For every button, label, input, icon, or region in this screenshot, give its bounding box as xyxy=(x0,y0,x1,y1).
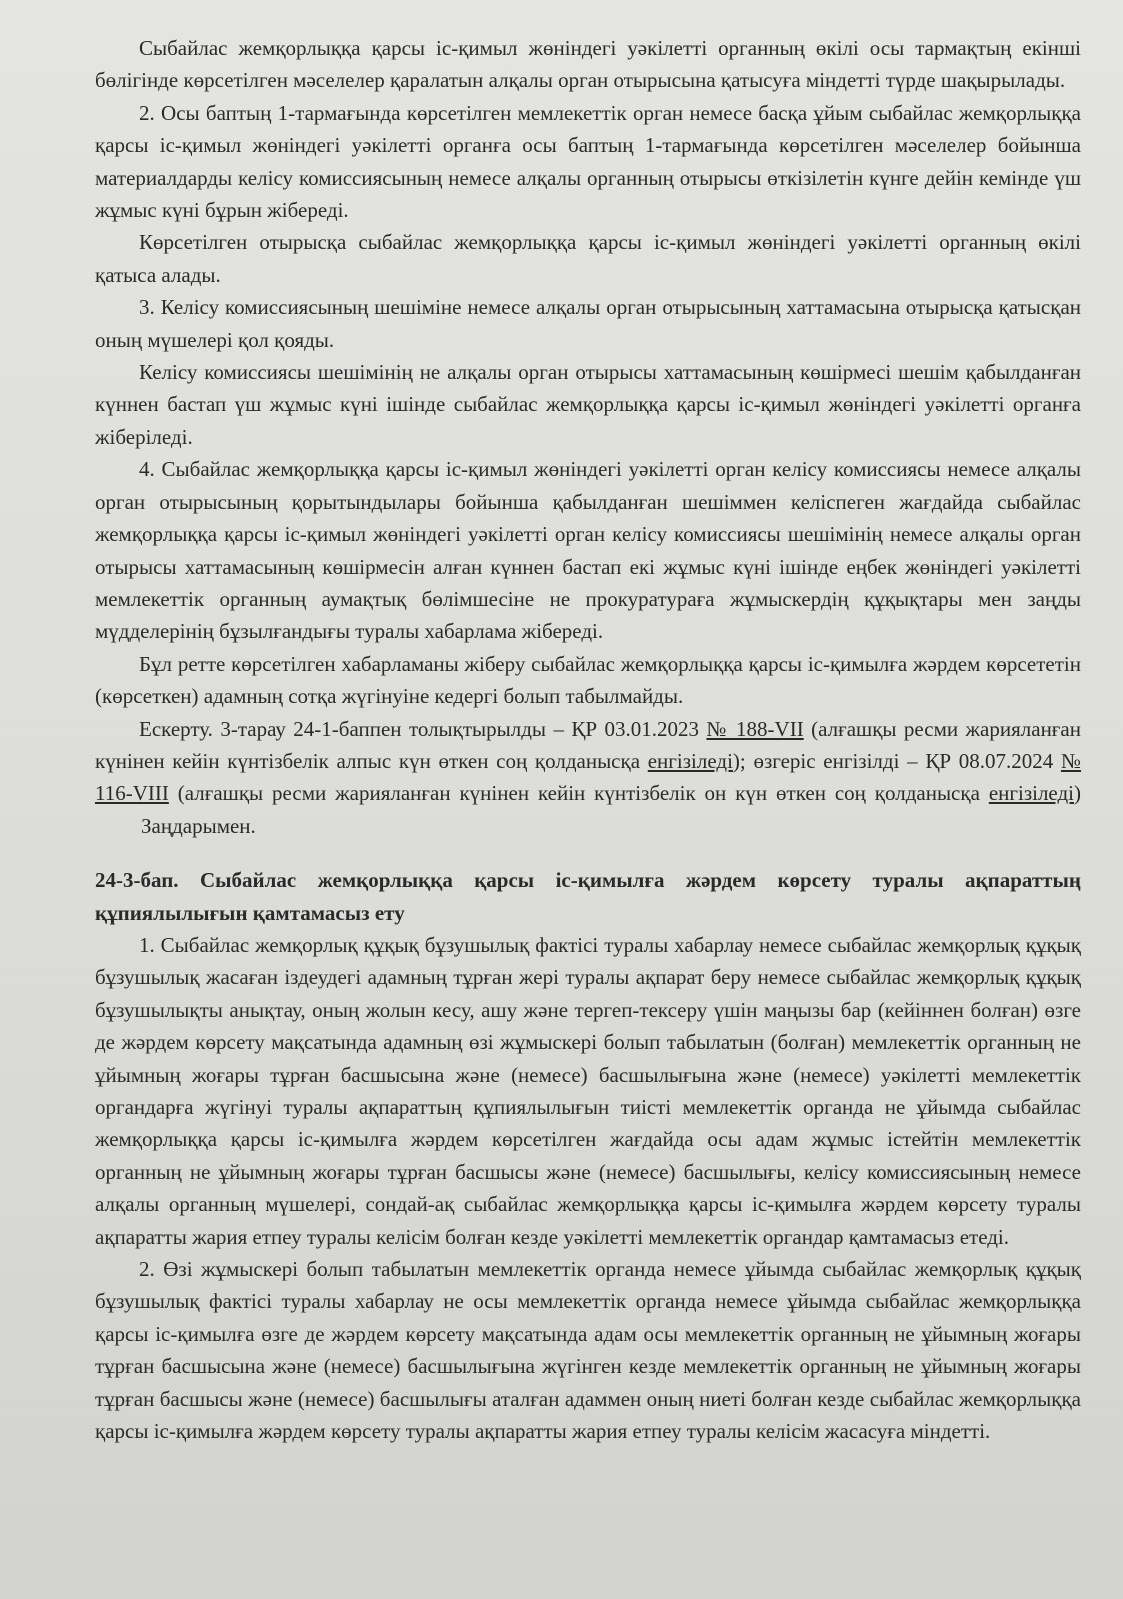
enforcement-link-2[interactable]: енгізіледі xyxy=(988,781,1074,806)
paragraph-copy-sent: Келісу комиссиясы шешімінің не алқалы орган отырысы хаттамасының көшірмесі шешім қабылданған күннен бастап үш жұмыс күні ішінде сыбайлас жемқорлыққа қарсы іс-қимыл жөніндегі уәкілетті органға жіберіледі. xyxy=(95,360,1081,449)
paragraph-item-4: 4. Сыбайлас жемқорлыққа қарсы іс-қимыл жөніндегі уәкілетті орган келісу комиссиясы немесе алқалы орган отырысының қорытындылары бойынша қабылданған шешіммен келіспеген жағдайда сыбайлас жемқорлыққа қарсы іс-қимыл жөніндегі уәкілетті орган келісу комиссиясы шешімінің немесе алқалы орган отырысы хаттамасының көшірмесін алған күннен бастап екі жұмыс күні ішінде еңбек жөніндегі уәкілетті мемлекеттік органның аумақтық бөлімшесіне не прокуратураға жұмыскердің құқықтары мен заңды мүдделерінің бұзылғандығы туралы хабарлама жібереді. xyxy=(95,457,1081,644)
paragraph-item-2: 2. Осы баптың 1-тармағында көрсетілген мемлекеттік орган немесе басқа ұйым сыбайлас жемқорлыққа қарсы іс-қимыл жөніндегі уәкілетті органға осы баптың 1-тармағында көрсетілген мәселелер бойынша материалдарды келісу комиссиясының немесе алқалы органның отырысы өткізілетін күнге дейін кемінде үш жұмыс күні бұрын жібереді. xyxy=(95,100,1081,223)
paragraph-representative-invited: Сыбайлас жемқорлыққа қарсы іс-қимыл жөніндегі уәкілетті органның өкілі осы тармақтың екінші бөлігінде көрсетілген мәселелер қаралатын алқалы орган отырысына қатысуға міндетті түрде шақырылады. xyxy=(95,36,1081,93)
law-link-116-viii[interactable]: № 116-VIII xyxy=(95,748,1081,806)
note-text-4: (алғашқы ресми жарияланған күнінен кейін күнтізбелік он күн өткен соң қолданысқа xyxy=(168,781,989,806)
paragraph-article-item-2: 2. Өзі жұмыскері болып табылатын мемлекеттік органда немесе ұйымда сыбайлас жемқорлық құқық бұзушылық фактісі туралы хабарлау не осы мемлекеттік органда немесе ұйымда сыбайлас жемқорлыққа қарсы іс-қимылға өзге де жәрдем көрсету мақсатында адам осы мемлекеттік органның не ұйымның жоғары тұрған басшысына және (немесе) басшылығына жүгінген кезде мемлекеттік органның не ұйымның жоғары тұрған басшысы және (немесе) басшылығы аталған адаммен оның ниеті болған кезде сыбайлас жемқорлыққа қарсы іс-қимылға жәрдем көрсету туралы ақпаратты жария етпеу туралы келісім жасасуға міндетті. xyxy=(95,1257,1081,1444)
note-text-2: (алғашқы ресми жарияланған күнінен кейін күнтізбелік алпыс күн өткен соң қолданысқа xyxy=(95,716,1081,773)
note-text-6: Заңдарымен. xyxy=(141,813,256,838)
note-text-5: ) xyxy=(1074,781,1081,806)
article-heading: 24-3-бап. Сыбайлас жемқорлыққа қарсы іс-қимылға жәрдем көрсету туралы ақпараттың құпиялылығын қамтамасыз ету xyxy=(95,868,1081,925)
paragraph-no-obstacle: Бұл ретте көрсетілген хабарламаны жіберу сыбайлас жемқорлыққа қарсы іс-қимылға жәрдем көрсететін (көрсеткен) адамның сотқа жүгінуіне кедергі болып табылмайды. xyxy=(95,651,1081,709)
note-text-1: Ескерту. 3-тарау 24-1-баппен толықтырылды – ҚР 03.01.2023 xyxy=(139,716,707,741)
paragraph-item-3: 3. Келісу комиссиясының шешіміне немесе алқалы орган отырысының хаттамасына отырысқа қатысқан оның мүшелері қол қояды. xyxy=(95,295,1081,352)
paragraph-article-item-1: 1. Сыбайлас жемқорлық құқық бұзушылық фактісі туралы хабарлау немесе сыбайлас жемқорлық құқық бұзушылық жасаған іздеудегі адамның тұрған жері туралы ақпарат беру немесе сыбайлас жемқорлық құқық бұзушылықты анықтау, оның жолын кесу, ашу және тергеп-тексеру үшін маңызы бар (кейіннен болған) өзге де жәрдем көрсету мақсатында адамның өзі жұмыскері болып табылатын (болған) мемлекеттік органның не ұйымның жоғары тұрған басшысына және (немесе) басшылығына және (немесе) уәкілетті мемлекеттік органдарға жүгінуі туралы ақпараттың құпиялылығын тиісті мемлекеттік органда не ұйымда сыбайлас жемқорлыққа қарсы іс-қимылға жәрдем көрсетілген жағдайда осы адам жұмыс істейтін мемлекеттік органның не ұйымның жоғары тұрған басшысы және (немесе) басшылығы, келісу комиссиясының немесе алқалы органның мүшелері, сондай-ақ сыбайлас жемқорлыққа қарсы іс-қимылға жәрдем көрсету туралы ақпаратты жария етпеу туралы келісім болған кезде уәкілетті мемлекеттік органдар қамтамасыз етеді. xyxy=(95,932,1081,1249)
paragraph-may-attend: Көрсетілген отырысқа сыбайлас жемқорлыққа қарсы іс-қимыл жөніндегі уәкілетті органның өкілі қатыса алады. xyxy=(95,230,1081,287)
law-link-188-vii[interactable]: № 188-VII xyxy=(706,716,804,741)
enforcement-link-1[interactable]: енгізіледі xyxy=(647,748,733,773)
note-text-3: ); өзгеріс енгізілді – ҚР 08.07.2024 xyxy=(732,748,1061,773)
amendment-note xyxy=(95,713,1081,843)
